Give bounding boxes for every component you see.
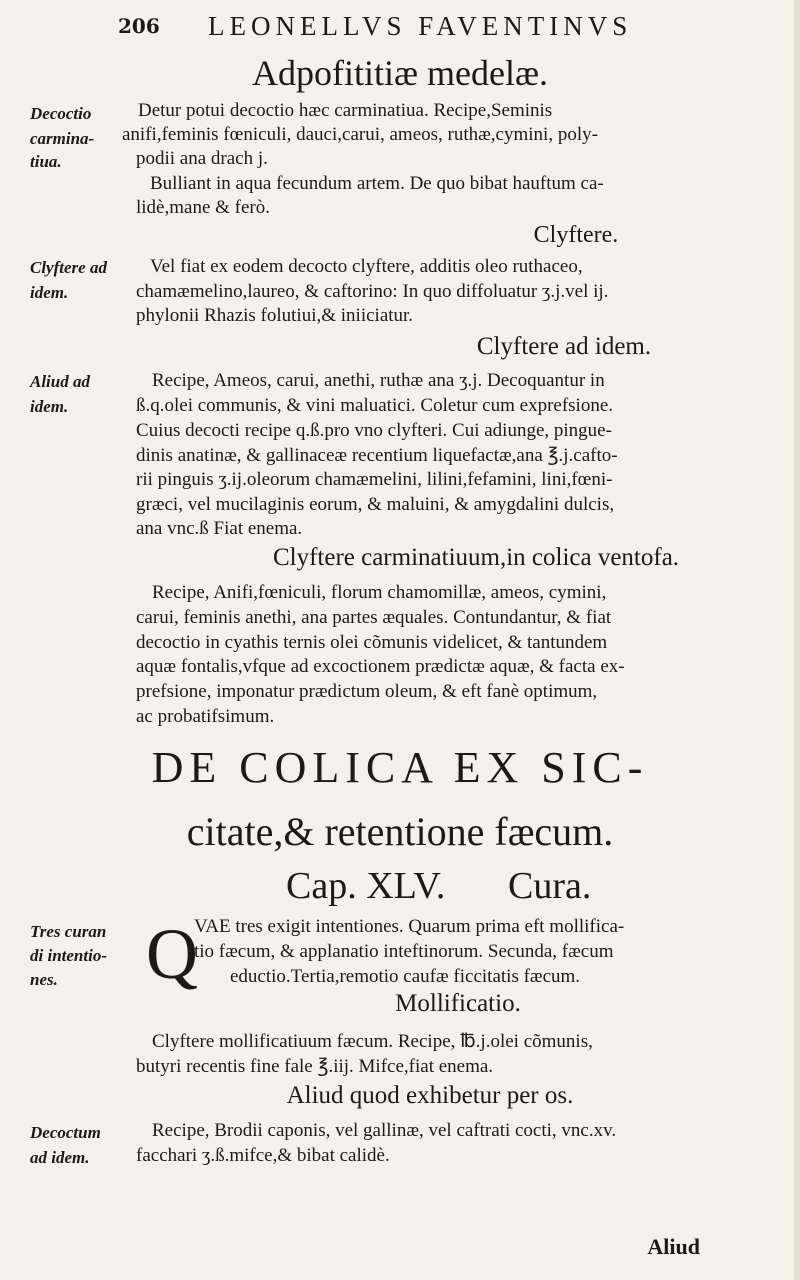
margin-note: Decoctio xyxy=(30,104,92,123)
margin-note: Clyftere ad xyxy=(30,258,107,277)
text-line: eductio.Tertia,remotio caufæ ficcitatis fæcum. xyxy=(230,966,581,987)
margin-note: Decoctum xyxy=(30,1123,101,1142)
text-line: Recipe, Brodii caponis, vel gallinæ, vel caftrati cocti, vnc.xv. xyxy=(152,1120,617,1141)
chapter-cura: Cura. xyxy=(508,865,592,907)
text-line: decoctio in cyathis ternis olei cõmunis videlicet, & tantundem xyxy=(136,632,608,653)
text-line: VAE tres exigit intentiones. Quarum prima eft mollifica- xyxy=(194,916,625,937)
text-line: ß.q.olei communis, & vini maluatici. Coletur cum exprefsione. xyxy=(136,395,614,416)
margin-note: idem. xyxy=(30,283,69,302)
text-line: rii pinguis ʒ.ij.oleorum chamæmelini, lilini,fefamini, lini,fœni- xyxy=(136,469,613,490)
subheading-mollificatio: Mollificatio. xyxy=(395,990,521,1017)
margin-note: tiua. xyxy=(30,152,62,171)
chapter-number: Cap. XLV. xyxy=(286,865,446,907)
text-line: Bulliant in aqua fecundum artem. De quo bibat hauftum ca- xyxy=(150,173,604,194)
text-line: chamæmelino,laureo, & caftorino: In quo diffoluatur ʒ.j.vel ij. xyxy=(136,281,609,302)
margin-note: idem. xyxy=(30,397,69,416)
text-line: ac probatifsimum. xyxy=(136,706,275,727)
text-line: Cuius decocti recipe q.ß.pro vno clyfteri. Cui adiunge, pingue- xyxy=(136,420,612,441)
catchword: Aliud xyxy=(647,1234,700,1259)
text-line: dinis anatinæ, & gallinaceæ recentium liquefactæ,ana ℥.j.cafto- xyxy=(136,445,618,466)
text-line: butyri recentis fine fale ℥.iij. Mifce,fiat enema. xyxy=(136,1056,494,1077)
margin-note: nes. xyxy=(30,970,58,989)
text-line: Recipe, Ameos, carui, anethi, ruthæ ana ʒ.j. Decoquantur in xyxy=(152,370,605,391)
running-title: LEONELLVS FAVENTINVS xyxy=(208,11,633,41)
subheading-clystere-idem: Clyftere ad idem. xyxy=(476,333,652,360)
subheading-carminatiuum: Clyftere carminatiuum,in colica ventofa. xyxy=(272,544,680,571)
text-line: tio fæcum, & applanatio inteftinorum. Secunda, fæcum xyxy=(194,941,614,962)
margin-note: di intentio- xyxy=(30,946,107,965)
subheading-aliud: Aliud quod exhibetur per os. xyxy=(286,1082,574,1109)
text-line: phylonii Rhazis folutiui,& iniiciatur. xyxy=(136,305,414,326)
text-line: facchari ʒ.ß.mifce,& bibat calidè. xyxy=(136,1145,390,1166)
page-number: 206 xyxy=(118,14,160,38)
margin-note: ad idem. xyxy=(30,1148,90,1167)
text-line: anifi,feminis fœniculi, dauci,carui, ameos, ruthæ,cymini, poly- xyxy=(122,124,598,145)
margin-note: Tres curan xyxy=(30,922,107,941)
section-title: Adpofititiæ medelæ. xyxy=(252,53,548,93)
text-line: lidè,mane & ferò. xyxy=(136,197,271,218)
chapter-heading: DE COLICA EX SIC- xyxy=(151,743,649,792)
text-line: Detur potui decoctio hæc carminatiua. Recipe,Seminis xyxy=(138,100,553,121)
text-line: aquæ fontalis,vfque ad excoctionem prædictæ aquæ, & facta ex- xyxy=(136,656,625,677)
margin-note: Aliud ad xyxy=(30,372,90,391)
subheading-clystere: Clyftere. xyxy=(533,222,619,248)
text-line: Vel fiat ex eodem decocto clyftere, additis oleo ruthaceo, xyxy=(150,256,583,277)
drop-cap: Q xyxy=(146,914,198,994)
text-line: Clyftere mollificatiuum fæcum. Recipe, ℔.j.olei cõmunis, xyxy=(152,1031,593,1052)
text-line: græci, vel mucilaginis eorum, & maluini, & amygdalini dulcis, xyxy=(136,494,615,515)
text-line: Recipe, Anifi,fœniculi, florum chamomillæ, ameos, cymini, xyxy=(152,582,607,603)
text-line: carui, feminis anethi, ana partes æquales. Contundantur, & fiat xyxy=(136,607,612,628)
margin-note: carmina- xyxy=(30,129,95,148)
chapter-heading-2: citate,& retentione fæcum. xyxy=(186,809,614,854)
text-line: ana vnc.ß Fiat enema. xyxy=(136,518,303,539)
text-line: prefsione, imponatur prædictum oleum, & eft fanè optimum, xyxy=(136,681,598,702)
text-line: podii ana drach j. xyxy=(136,148,268,169)
